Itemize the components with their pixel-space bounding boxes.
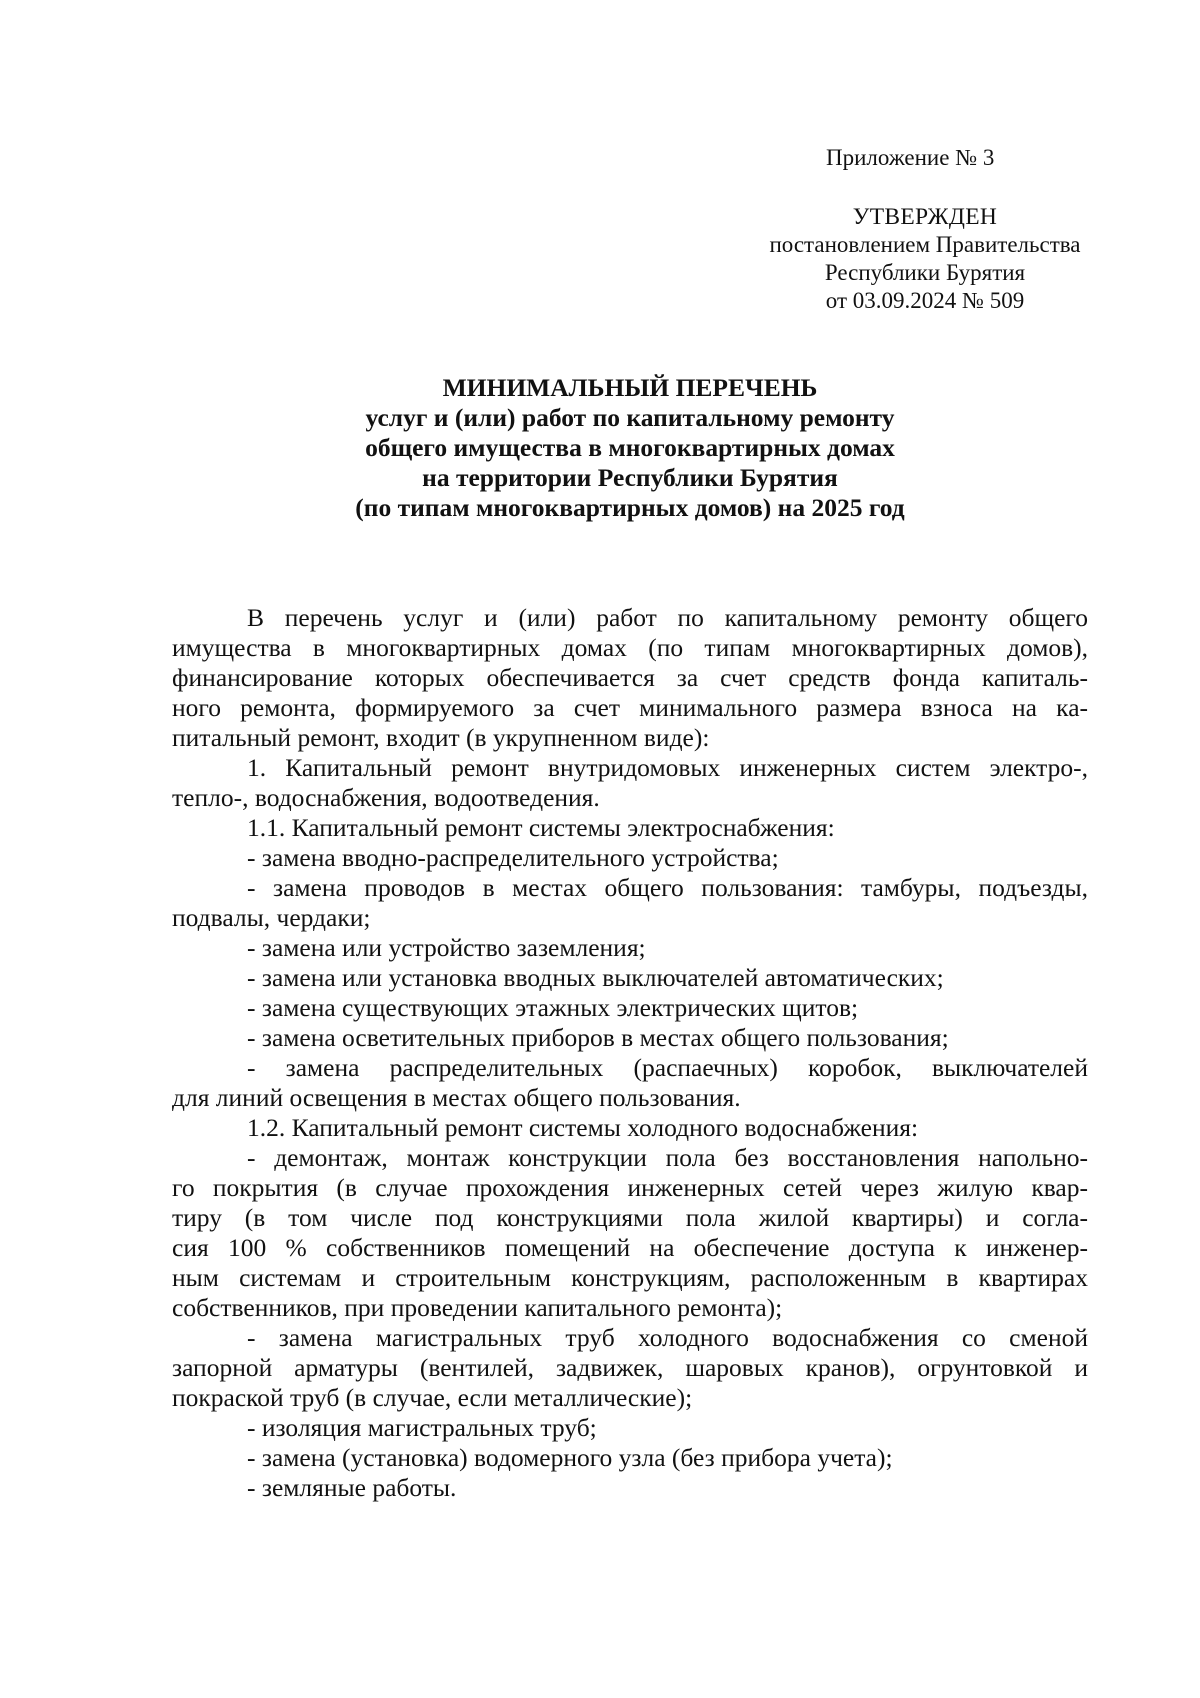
title-line: услуг и (или) работ по капитальному ремонту [365, 403, 895, 432]
body-line: 1.1. Капитальный ремонт системы электроснабжения: [247, 813, 835, 842]
body-line: 1. Капитальный ремонт внутридомовых инженерных систем электро-, [247, 753, 1088, 782]
body-line: тепло-, водоснабжения, водоотведения. [172, 783, 600, 812]
approval-block [735, 203, 1115, 315]
body-line: - демонтаж, монтаж конструкции пола без восстановления напольно- [247, 1143, 1088, 1172]
body-line: - замена или устройство заземления; [247, 933, 646, 962]
approval-stamp: УТВЕРЖДЕН [852, 204, 998, 230]
body-line: для линий освещения в местах общего пользования. [172, 1083, 741, 1112]
body-line: тиру (в том числе под конструкциями пола жилой квартиры) и согла- [172, 1203, 1088, 1232]
body-line: - замена осветительных приборов в местах общего пользования; [247, 1023, 949, 1052]
body-line: запорной арматуры (вентилей, задвижек, шаровых кранов), огрунтовкой и [172, 1353, 1088, 1382]
body-line: покраской труб (в случае, если металлические); [172, 1383, 693, 1412]
body-line: сия 100 % собственников помещений на обеспечение доступа к инженер- [172, 1233, 1088, 1262]
body-line: - замена вводно-распределительного устройства; [247, 843, 779, 872]
body-line: ного ремонта, формируемого за счет минимального размера взноса на ка- [172, 693, 1088, 722]
body-line: 1.2. Капитальный ремонт системы холодного водоснабжения: [247, 1113, 919, 1142]
body-line: - замена магистральных труб холодного водоснабжения со сменой [247, 1323, 1088, 1352]
approval-date-number: от 03.09.2024 № 509 [825, 288, 1025, 313]
body-line: В перечень услуг и (или) работ по капитальному ремонту общего [247, 603, 1088, 632]
body-line: - замена проводов в местах общего пользования: тамбуры, подъезды, [247, 873, 1088, 902]
body-line: ным системам и строительным конструкциям, расположенным в квартирах [172, 1263, 1088, 1292]
title-line: на территории Республики Бурятия [422, 463, 838, 492]
title-line: общего имущества в многоквартирных домах [365, 433, 895, 462]
body-line: - изоляция магистральных труб; [247, 1413, 597, 1442]
body-line: - замена распределительных (распаечных) коробок, выключателей [247, 1053, 1088, 1082]
body-line: - замена (установка) водомерного узла (без прибора учета); [247, 1443, 893, 1472]
approval-line: постановлением Правительства [769, 232, 1081, 257]
body-line: питальный ремонт, входит (в укрупненном виде): [172, 723, 710, 752]
body-line: - замена существующих этажных электрических щитов; [247, 993, 859, 1022]
title-line: (по типам многоквартирных домов) на 2025 год [355, 493, 905, 522]
body-line: имущества в многоквартирных домах (по типам многоквартирных домов), [172, 633, 1088, 662]
document-title [172, 373, 1088, 523]
title-line: МИНИМАЛЬНЫЙ ПЕРЕЧЕНЬ [442, 373, 818, 402]
body-line: подвалы, чердаки; [172, 903, 371, 932]
approval-line: Республики Бурятия [824, 260, 1026, 285]
body-line: собственников, при проведении капитального ремонта); [172, 1293, 783, 1322]
body-line: го покрытия (в случае прохождения инженерных сетей через жилую квар- [172, 1173, 1088, 1202]
document-body [172, 603, 1088, 1503]
body-line: - земляные работы. [247, 1473, 457, 1502]
appendix-label: Приложение № 3 [826, 145, 995, 170]
body-line: финансирование которых обеспечивается за счет средств фонда капиталь- [172, 663, 1088, 692]
body-line: - замена или установка вводных выключателей автоматических; [247, 963, 944, 992]
